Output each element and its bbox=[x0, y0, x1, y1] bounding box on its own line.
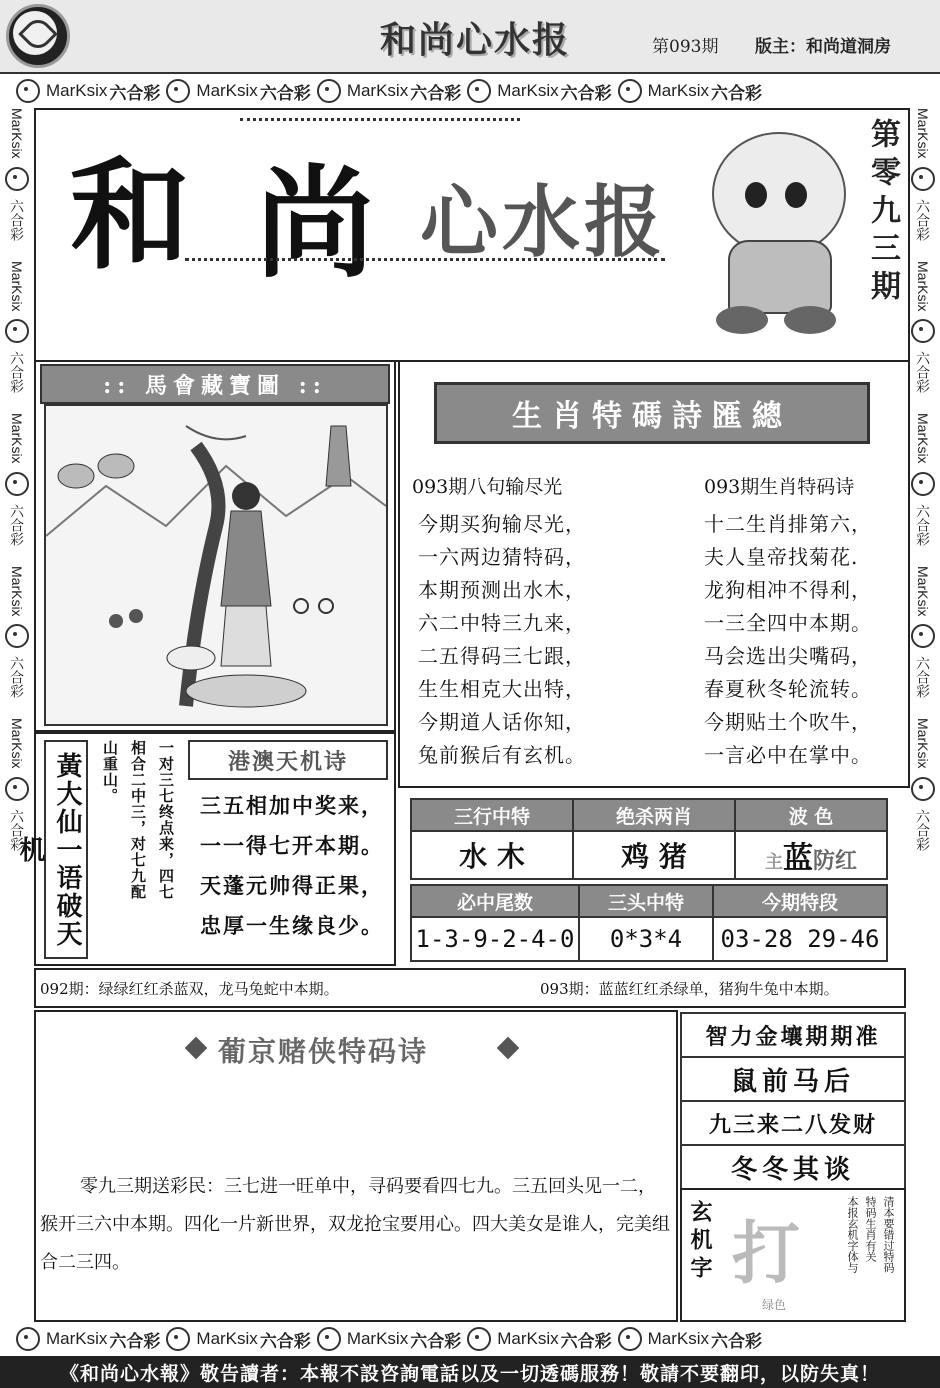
wave-main: 主 bbox=[764, 852, 783, 873]
brand-label: MarKsix 六合彩 bbox=[346, 1329, 462, 1351]
side-brand: 六合彩 bbox=[915, 808, 931, 851]
side-brand: MarKsix bbox=[915, 260, 931, 312]
flower-icon bbox=[5, 472, 29, 496]
panel-row-3: 冬冬其谈 bbox=[680, 1144, 906, 1190]
gamble-title: 葡京赌侠特码诗 bbox=[218, 1035, 429, 1068]
flower-icon bbox=[5, 777, 29, 801]
poem-line: 生生相克大出特， bbox=[418, 677, 586, 701]
poem-line: 今期贴土个吹牛， bbox=[704, 710, 872, 734]
side-brand: 六合彩 bbox=[9, 503, 25, 546]
illustration-svg bbox=[46, 406, 386, 724]
xuan-note-line: 特码生肖有关 bbox=[864, 1196, 877, 1262]
poem-line: 今期道人话你知， bbox=[418, 710, 586, 734]
monk-eye-icon bbox=[745, 182, 767, 208]
huang-poem-line: 天蓬元帅得正果， bbox=[200, 873, 384, 898]
poems-title: 生肖特碼詩匯總 bbox=[434, 382, 870, 444]
poem-line: 龙狗相冲不得利， bbox=[704, 578, 872, 602]
huang-poem-line: 忠厚一生缘良少。 bbox=[200, 913, 384, 938]
side-brand: 六合彩 bbox=[915, 198, 931, 241]
monk-head-icon bbox=[712, 132, 846, 256]
side-brand: MarKsix bbox=[915, 413, 931, 464]
table-header: 波 色 bbox=[735, 799, 887, 831]
flower-icon bbox=[911, 167, 935, 191]
side-brand: MarKsix bbox=[915, 718, 931, 769]
huang-poem-line: 三五相加中奖来， bbox=[200, 793, 384, 818]
treasure-title: :: 馬會藏寶圖 :: bbox=[40, 364, 390, 404]
left-poem-title: 093期八句输尽光 bbox=[412, 476, 563, 498]
side-brand: 六合彩 bbox=[9, 198, 25, 241]
side-brand: MarKsix bbox=[915, 108, 931, 159]
flower-icon bbox=[5, 319, 29, 343]
poem-line: 春夏秋冬轮流转。 bbox=[704, 677, 872, 701]
wave-guard: 防红 bbox=[812, 848, 857, 874]
poem-line: 本期预测出水木， bbox=[418, 578, 586, 602]
panel-row-2: 九三来二八发财 bbox=[680, 1100, 906, 1146]
flower-icon bbox=[618, 1327, 642, 1351]
side-brand: 六合彩 bbox=[9, 351, 25, 394]
poem-line: 十二生肖排第六， bbox=[704, 512, 872, 536]
flower-icon bbox=[317, 1327, 341, 1351]
brand-label: MarKsix 六合彩 bbox=[46, 1329, 161, 1351]
side-brand: MarKsix bbox=[915, 565, 931, 617]
header-title: 和尚心水报 bbox=[380, 20, 571, 61]
huang-col3: 山重山。 bbox=[101, 740, 119, 804]
table-cell: 0*3*4 bbox=[579, 917, 713, 961]
masthead-char-he: 和 bbox=[70, 145, 190, 286]
xuan-label: 玄机字 bbox=[687, 1200, 713, 1284]
side-brand: MarKsix bbox=[9, 413, 25, 464]
brand-label: MarKsix 六合彩 bbox=[497, 81, 612, 103]
side-brand: MarKsix bbox=[9, 108, 25, 159]
brand-label: MarKsix 六合彩 bbox=[196, 1329, 311, 1351]
bottom-brand-row bbox=[10, 1326, 930, 1352]
poem-line: 今期买狗输尽光， bbox=[418, 512, 586, 536]
treasure-illustration bbox=[44, 404, 388, 726]
flower-icon bbox=[911, 624, 935, 648]
brand-label: MarKsix 六合彩 bbox=[346, 81, 462, 103]
flower-icon bbox=[911, 777, 935, 801]
huang-col1: 一对三七终点来，四七 bbox=[157, 740, 175, 900]
right-brand-column bbox=[910, 108, 936, 1328]
side-brand: 六合彩 bbox=[9, 808, 25, 851]
table-header: 今期特段 bbox=[713, 885, 887, 917]
poem-line: 兔前猴后有玄机。 bbox=[418, 743, 586, 767]
result-092: 092期：绿绿红红杀蓝双，龙马兔蛇中本期。 bbox=[40, 980, 339, 998]
monk-eye-icon bbox=[785, 182, 807, 208]
result-093: 093期：蓝蓝红红杀绿单，猪狗牛兔中本期。 bbox=[540, 980, 839, 998]
prediction-table-2 bbox=[410, 884, 888, 962]
huang-vertical-title: 黃大仙一语破天机 bbox=[44, 740, 88, 959]
xuan-note-line: 本报玄机字体与 bbox=[846, 1196, 859, 1273]
xuan-note: 绿色 bbox=[762, 1298, 787, 1312]
vine-decoration-bottom bbox=[185, 258, 665, 275]
footer-notice: 《和尚心水報》敬告讀者：本報不設咨詢電話以及一切透碼服務！敬請不要翻印，以防失真！ bbox=[0, 1356, 940, 1388]
poem-line: 夫人皇帝找菊花. bbox=[704, 545, 859, 569]
flower-icon bbox=[467, 1327, 491, 1351]
side-brand: 六合彩 bbox=[915, 656, 931, 699]
huang-col2: 相合二中三，对七九配 bbox=[129, 740, 147, 900]
poem-line: 六二中特三九来， bbox=[418, 611, 586, 635]
brand-label: MarKsix 六合彩 bbox=[647, 1329, 763, 1351]
table-header: 三行中特 bbox=[411, 799, 573, 831]
poem-line: 马会选出尖嘴码， bbox=[704, 644, 872, 668]
poem-line: 一言必中在掌中。 bbox=[704, 743, 872, 767]
brand-label: MarKsix 六合彩 bbox=[647, 81, 763, 103]
flower-icon bbox=[618, 79, 642, 103]
poem-line: 一三全四中本期。 bbox=[704, 611, 872, 635]
side-brand: 六合彩 bbox=[915, 503, 931, 546]
wave-cell bbox=[735, 831, 887, 879]
flower-icon bbox=[166, 79, 190, 103]
brand-label: MarKsix 六合彩 bbox=[46, 81, 161, 103]
top-brand-row bbox=[10, 78, 930, 104]
header-owner: 版主：和尚道洞房 bbox=[755, 37, 891, 57]
table-header: 必中尾数 bbox=[411, 885, 579, 917]
wave-blue: 蓝 bbox=[782, 841, 813, 876]
side-brand: 六合彩 bbox=[915, 351, 931, 394]
panel-title: 智力金壤期期准 bbox=[680, 1012, 906, 1058]
monk-foot-icon bbox=[716, 306, 768, 334]
flower-icon bbox=[5, 167, 29, 191]
masthead-subtitle: 心水报 bbox=[420, 178, 667, 268]
huang-poem-line: 一一得七开本期。 bbox=[200, 833, 384, 858]
right-poem-title: 093期生肖特码诗 bbox=[704, 476, 855, 498]
flower-icon bbox=[166, 1327, 190, 1351]
table-cell: 水 木 bbox=[411, 831, 573, 879]
table-cell: 03-28 29-46 bbox=[713, 917, 887, 961]
flower-icon bbox=[317, 79, 341, 103]
side-brand: MarKsix bbox=[9, 718, 25, 769]
flower-icon bbox=[16, 1327, 40, 1351]
flower-icon bbox=[5, 624, 29, 648]
monk-body-icon bbox=[728, 240, 832, 314]
masthead-char-shang: 尚 bbox=[255, 153, 375, 294]
xuan-note-line: 清本要错过特码 bbox=[882, 1196, 895, 1273]
right-poem bbox=[704, 508, 872, 772]
table-header: 三头中特 bbox=[579, 885, 713, 917]
poem-line: 一六两边猜特码， bbox=[418, 545, 586, 569]
flower-icon bbox=[16, 79, 40, 103]
prediction-table-1 bbox=[410, 798, 888, 880]
poem-line: 二五得码三七跟， bbox=[418, 644, 586, 668]
brand-label: MarKsix 六合彩 bbox=[497, 1329, 612, 1351]
panel-row-1: 鼠前马后 bbox=[680, 1056, 906, 1102]
flower-icon bbox=[911, 319, 935, 343]
xuan-char: 打 bbox=[732, 1214, 801, 1294]
flower-icon bbox=[467, 79, 491, 103]
left-poem bbox=[418, 508, 586, 772]
side-brand: MarKsix bbox=[9, 260, 25, 312]
table-header: 绝杀两肖 bbox=[573, 799, 735, 831]
table-cell: 鸡 猪 bbox=[573, 831, 735, 879]
flower-icon bbox=[911, 472, 935, 496]
left-brand-column bbox=[4, 108, 30, 1328]
gamble-text: 零九三期送彩民：三七进一旺单中，寻码要看四七九。三五回头见一二，猴开三六中本期。四化一片新世界，双龙抢宝要用心。四大美女是谁人，完美组合二三四。 bbox=[40, 1176, 670, 1273]
header-issue: 第093期 bbox=[652, 37, 719, 57]
side-brand: MarKsix bbox=[9, 565, 25, 617]
table-cell: 1-3-9-2-4-0 bbox=[411, 917, 579, 961]
brand-label: MarKsix 六合彩 bbox=[196, 81, 311, 103]
monk-foot-icon bbox=[784, 306, 836, 334]
side-brand: 六合彩 bbox=[9, 656, 25, 699]
huang-poem-title: 港澳天机诗 bbox=[188, 740, 388, 780]
masthead-issue-vertical: 第零九三期 bbox=[865, 118, 900, 308]
